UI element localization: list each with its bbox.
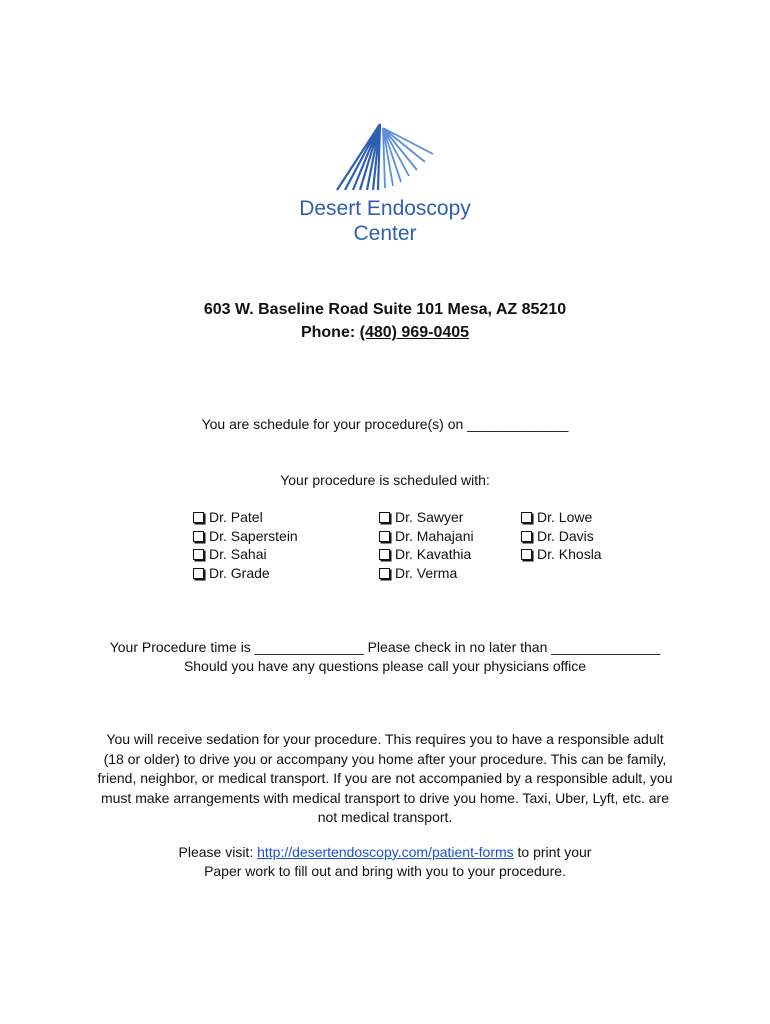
phone-label: Phone: bbox=[300, 324, 356, 341]
questions-line: Should you have any questions please call your physicians office bbox=[183, 658, 587, 674]
visit-prefix: Please visit: bbox=[178, 844, 254, 860]
doctor-option[interactable]: Dr. Khosla bbox=[521, 545, 602, 564]
checkbox-icon[interactable] bbox=[193, 531, 204, 542]
clinic-phone bbox=[0, 321, 770, 344]
doctor-column-1 bbox=[193, 508, 298, 582]
doctor-column-3 bbox=[521, 508, 602, 564]
checkbox-icon[interactable] bbox=[521, 531, 532, 542]
patient-forms-link[interactable]: http://desertendoscopy.com/patient-forms bbox=[257, 844, 514, 860]
checkbox-icon[interactable] bbox=[379, 549, 390, 560]
checkbox-icon[interactable] bbox=[193, 549, 204, 560]
scheduled-with-heading: Your procedure is scheduled with: bbox=[280, 472, 490, 488]
doctor-option[interactable]: Dr. Saperstein bbox=[193, 527, 298, 546]
checkbox-icon[interactable] bbox=[521, 512, 532, 523]
checkbox-icon[interactable] bbox=[379, 512, 390, 523]
doctor-column-2 bbox=[379, 508, 474, 582]
doctor-option[interactable]: Dr. Mahajani bbox=[379, 527, 474, 546]
clinic-contact bbox=[0, 298, 770, 344]
checkbox-icon[interactable] bbox=[379, 531, 390, 542]
sedation-paragraph: You will receive sedation for your procedure. This requires you to have a responsible adult (18 or older) to drive you or accompany you home after your procedure. This can be family, friend, neighbor, or medical transport. If you are not accompanied by a responsible adult, you must make arrangements with medical transport to drive you home. Taxi, Uber, Lyft, etc. are not medical transport. bbox=[97, 731, 673, 825]
checkbox-icon[interactable] bbox=[521, 549, 532, 560]
clinic-address: 603 W. Baseline Road Suite 101 Mesa, AZ 85210 bbox=[203, 301, 567, 318]
logo-name-line2: Center bbox=[353, 222, 417, 245]
checkbox-icon[interactable] bbox=[193, 512, 204, 523]
visit-suffix: to print your bbox=[517, 844, 592, 860]
phone-number-link[interactable]: (480) 969-0405 bbox=[359, 324, 470, 341]
doctor-option[interactable]: Dr. Verma bbox=[379, 564, 474, 583]
doctor-option[interactable]: Dr. Sawyer bbox=[379, 508, 474, 527]
logo-name-line1: Desert Endoscopy bbox=[299, 197, 471, 220]
checkbox-icon[interactable] bbox=[193, 568, 204, 579]
doctor-option[interactable]: Dr. Grade bbox=[193, 564, 298, 583]
logo-fan-icon bbox=[325, 118, 445, 196]
procedure-date-line: You are schedule for your procedure(s) on _____________ bbox=[201, 416, 569, 432]
paperwork-line: Paper work to fill out and bring with you to your procedure. bbox=[204, 863, 566, 879]
doctor-option[interactable]: Dr. Sahai bbox=[193, 545, 298, 564]
checkbox-icon[interactable] bbox=[379, 568, 390, 579]
doctor-option[interactable]: Dr. Davis bbox=[521, 527, 602, 546]
visit-line bbox=[0, 843, 770, 861]
doctor-option[interactable]: Dr. Kavathia bbox=[379, 545, 474, 564]
doctor-option[interactable]: Dr. Lowe bbox=[521, 508, 602, 527]
clinic-logo bbox=[0, 118, 770, 246]
procedure-time-line: Your Procedure time is ______________ Please check in no later than ______________ bbox=[109, 639, 661, 655]
doctor-option[interactable]: Dr. Patel bbox=[193, 508, 298, 527]
